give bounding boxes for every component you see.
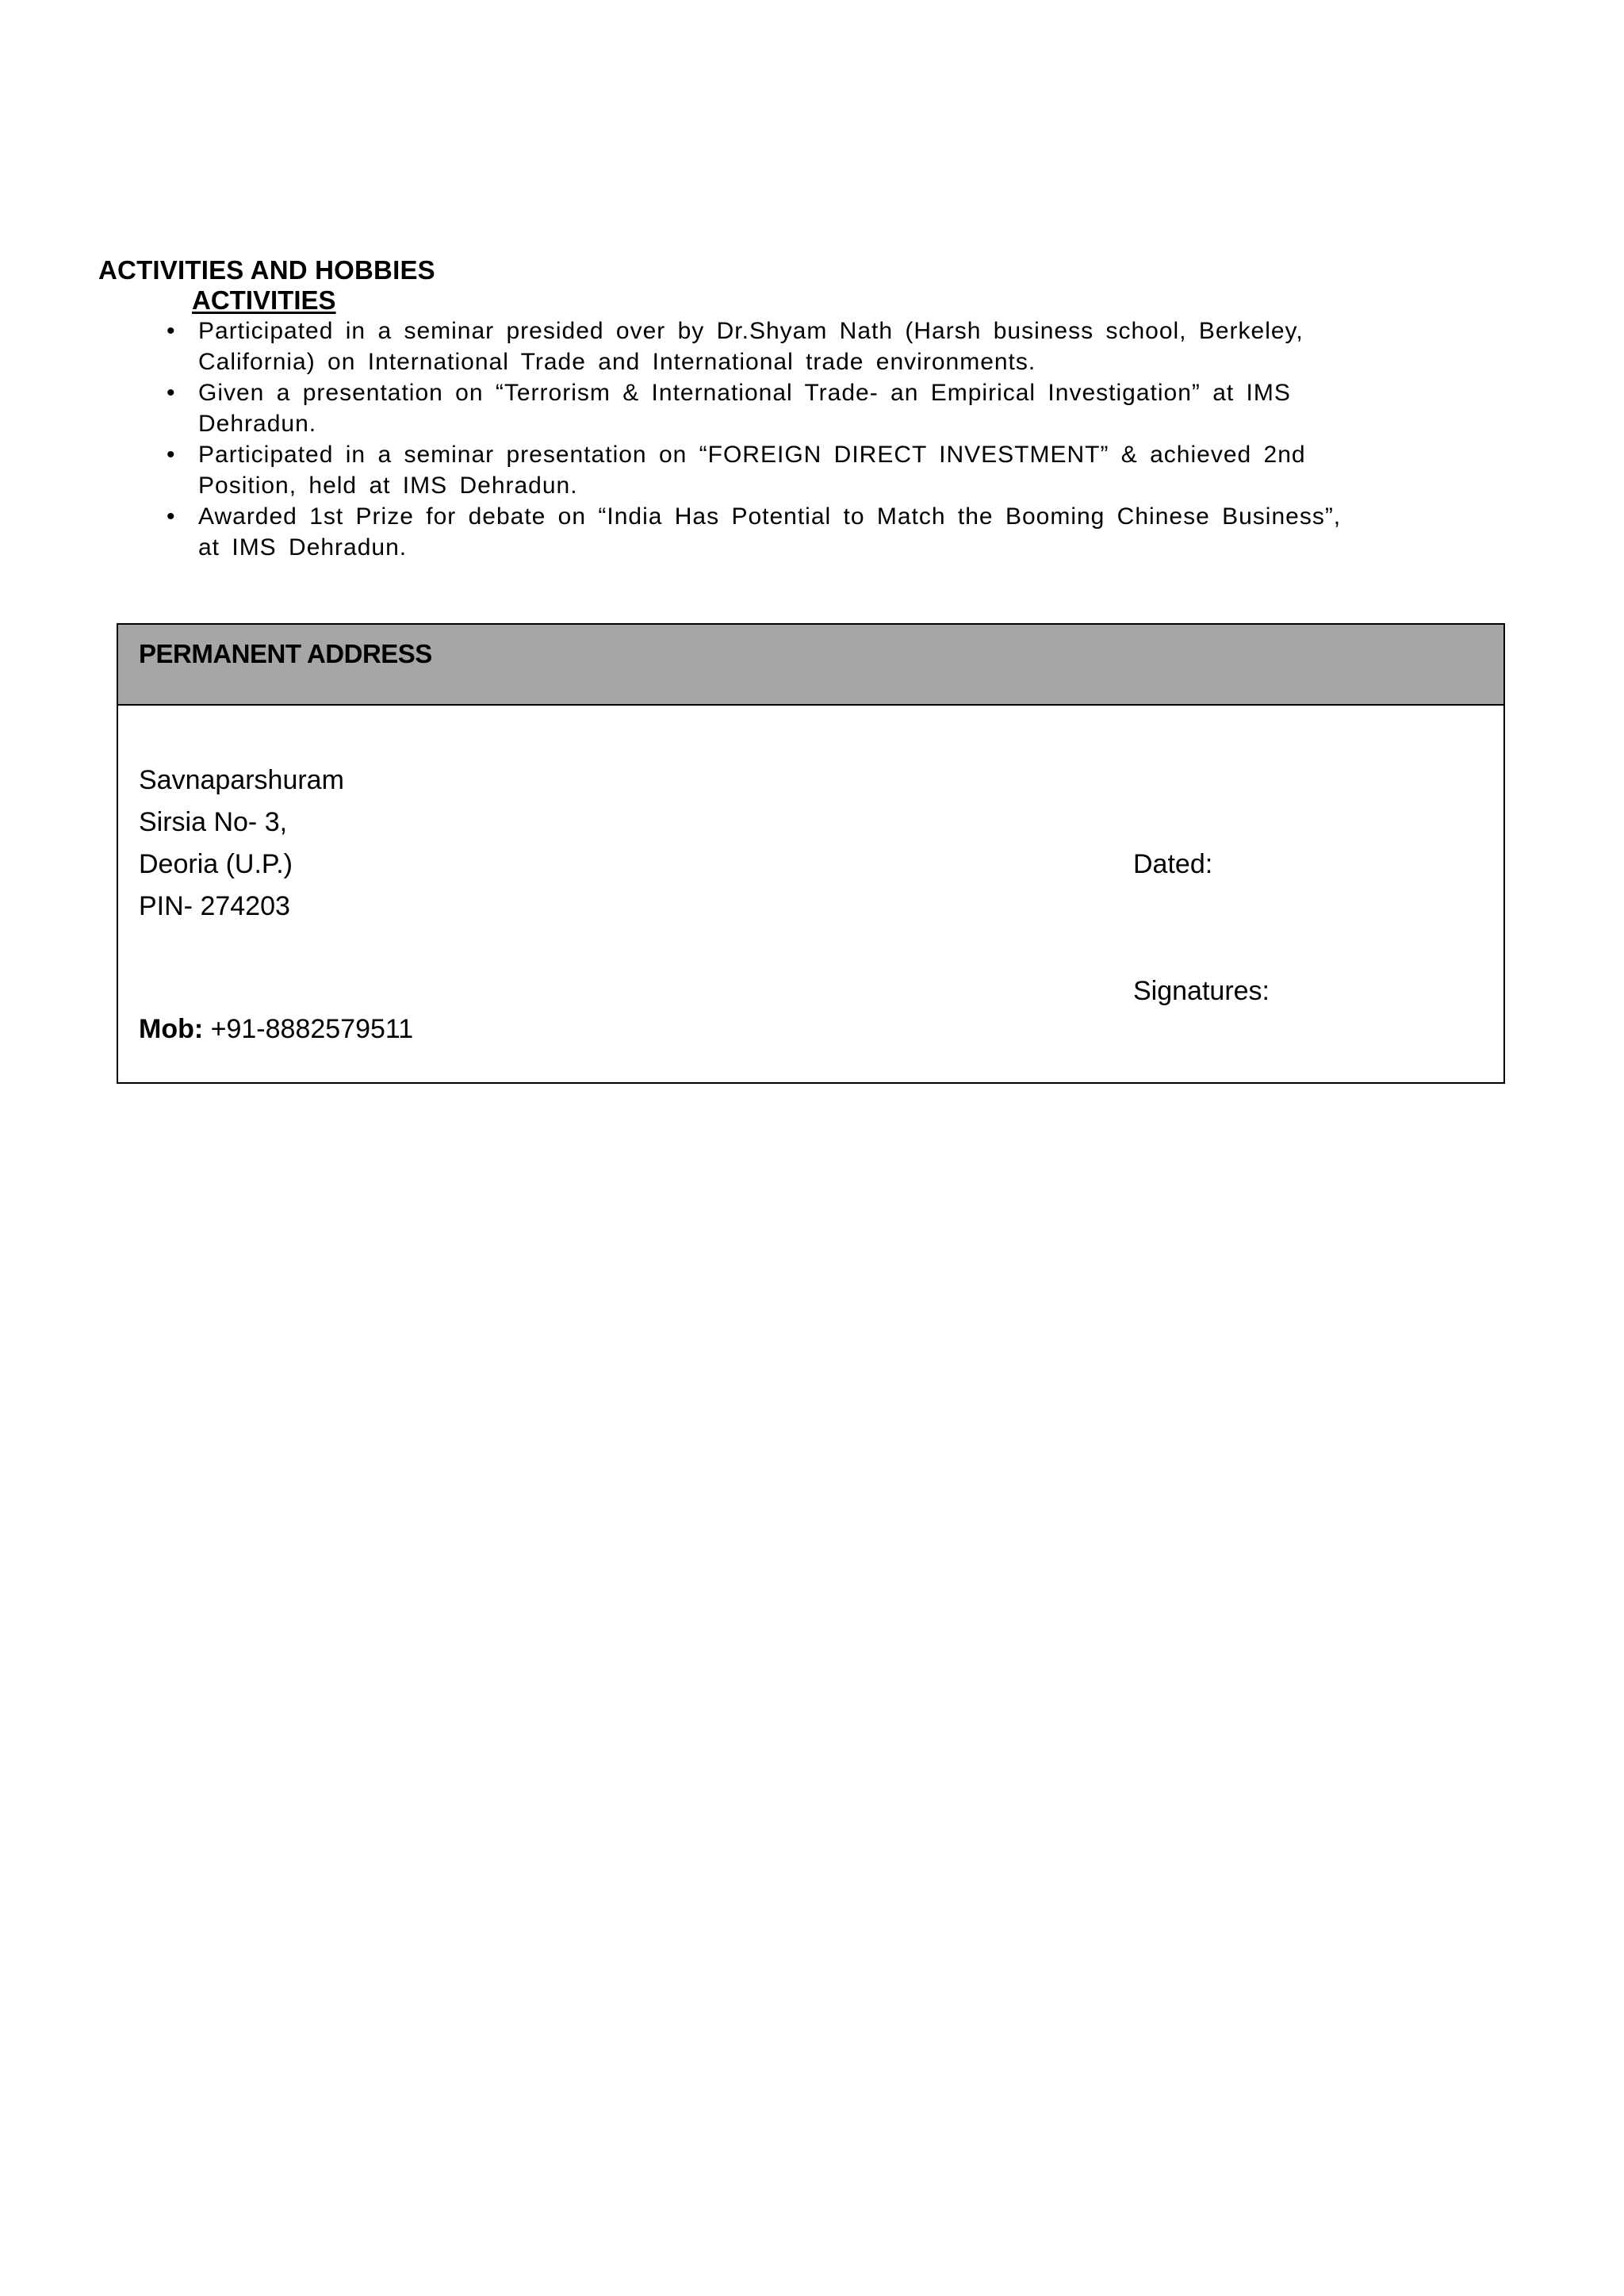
list-item bbox=[167, 439, 1372, 501]
activity-line: Awarded 1st Prize for debate on “India Has Potential to Match the Booming Chinese Business”, bbox=[198, 503, 1342, 530]
activities-list bbox=[167, 316, 1372, 563]
address-line: PIN- 274203 bbox=[139, 891, 290, 921]
activity-line: Position, held at IMS Dehradun. bbox=[198, 473, 578, 499]
activity-line: California) on International Trade and International trade environments. bbox=[198, 349, 1036, 375]
activity-line: at IMS Dehradun. bbox=[198, 534, 408, 561]
signatures-label: Signatures: bbox=[1133, 976, 1270, 1006]
address-line: Deoria (U.P.) bbox=[139, 849, 293, 879]
permanent-address-box bbox=[117, 623, 1505, 1084]
section-heading-activities-hobbies: ACTIVITIES AND HOBBIES bbox=[98, 255, 435, 285]
address-line: Sirsia No- 3, bbox=[139, 807, 288, 837]
activity-line: Dehradun. bbox=[198, 411, 317, 437]
list-item bbox=[167, 501, 1372, 563]
bullet-icon: • bbox=[167, 503, 176, 530]
bullet-icon: • bbox=[167, 442, 176, 468]
activity-line: Participated in a seminar presentation on “FOREIGN DIRECT INVESTMENT” & achieved 2nd bbox=[198, 442, 1306, 468]
dated-label: Dated: bbox=[1133, 849, 1213, 879]
bullet-icon: • bbox=[167, 318, 176, 344]
bullet-icon: • bbox=[167, 380, 176, 406]
mobile-number bbox=[139, 1008, 413, 1050]
list-item bbox=[167, 316, 1372, 377]
activity-line: Given a presentation on “Terrorism & International Trade- an Empirical Investigation” at IMS bbox=[198, 380, 1291, 406]
address-lines bbox=[139, 760, 344, 928]
address-box-header: PERMANENT ADDRESS bbox=[118, 625, 1503, 706]
mobile-label: Mob: bbox=[139, 1014, 204, 1044]
subheading-activities: ACTIVITIES bbox=[192, 285, 336, 315]
address-line: Savnaparshuram bbox=[139, 765, 344, 795]
mobile-value: +91-8882579511 bbox=[203, 1014, 414, 1044]
activity-line: Participated in a seminar presided over by Dr.Shyam Nath (Harsh business school, Berkeley, bbox=[198, 318, 1304, 344]
list-item bbox=[167, 377, 1372, 439]
